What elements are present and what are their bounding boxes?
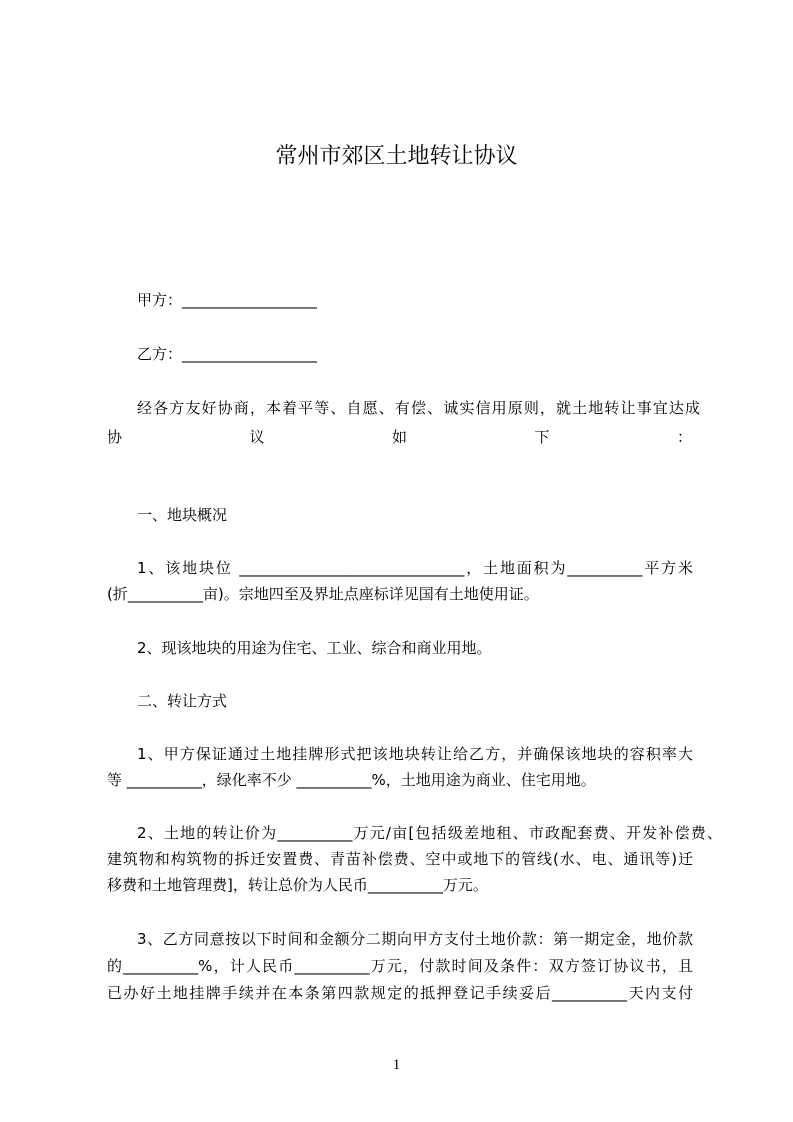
section2-heading: 二、转让方式 <box>137 692 228 710</box>
party-a-line: 甲方：__________________ <box>137 291 318 309</box>
intro-line-2: 协议如下： <box>107 428 692 446</box>
party-b-line: 乙方：__________________ <box>137 345 318 363</box>
section2-para1-line1: 1、甲方保证通过土地挂牌形式把该地块转让给乙方，并确保该地块的容积率大 <box>137 745 693 763</box>
document-title: 常州市郊区土地转让协议 <box>275 144 518 169</box>
section2-para3-line1: 3、乙方同意按以下时间和金额分二期向甲方支付土地价款：第一期定金，地价款 <box>137 930 693 948</box>
section1-para1-line2: (折__________亩)。宗地四至及界址点座标详见国有土地使用证。 <box>107 585 539 603</box>
section1-heading: 一、地块概况 <box>137 506 228 524</box>
section2-para2-line3: 移费和土地管理费]，转让总价为人民币__________万元。 <box>107 876 488 894</box>
section2-para2-line1: 2、土地的转让价为__________万元/亩[包括级差地租、市政配套费、开发补偿费、 <box>137 824 722 842</box>
section1-para1-line1: 1、该地块位 ______________________________，土地面积为__________平方米 <box>137 559 693 577</box>
intro-line-1: 经各方友好协商，本着平等、自愿、有偿、诚实信用原则，就土地转让事宜达成 <box>137 399 700 417</box>
page-number: 1 <box>392 1057 401 1073</box>
section2-para3-line2: 的__________%，计人民币__________万元，付款时间及条件：双方签订协议书，且 <box>107 957 693 975</box>
section2-para3-line3: 已办好土地挂牌手续并在本条第四款规定的抵押登记手续妥后__________天内支付 <box>107 984 693 1002</box>
section1-para2-line1: 2、现该地块的用途为住宅、工业、综合和商业用地。 <box>137 639 492 657</box>
section2-para1-line2: 等 __________，绿化率不少 __________%，土地用途为商业、住宅用地。 <box>107 771 596 789</box>
section2-para2-line2: 建筑物和构筑物的拆迁安置费、青苗补偿费、空中或地下的管线(水、电、通讯等)迁 <box>107 850 693 868</box>
